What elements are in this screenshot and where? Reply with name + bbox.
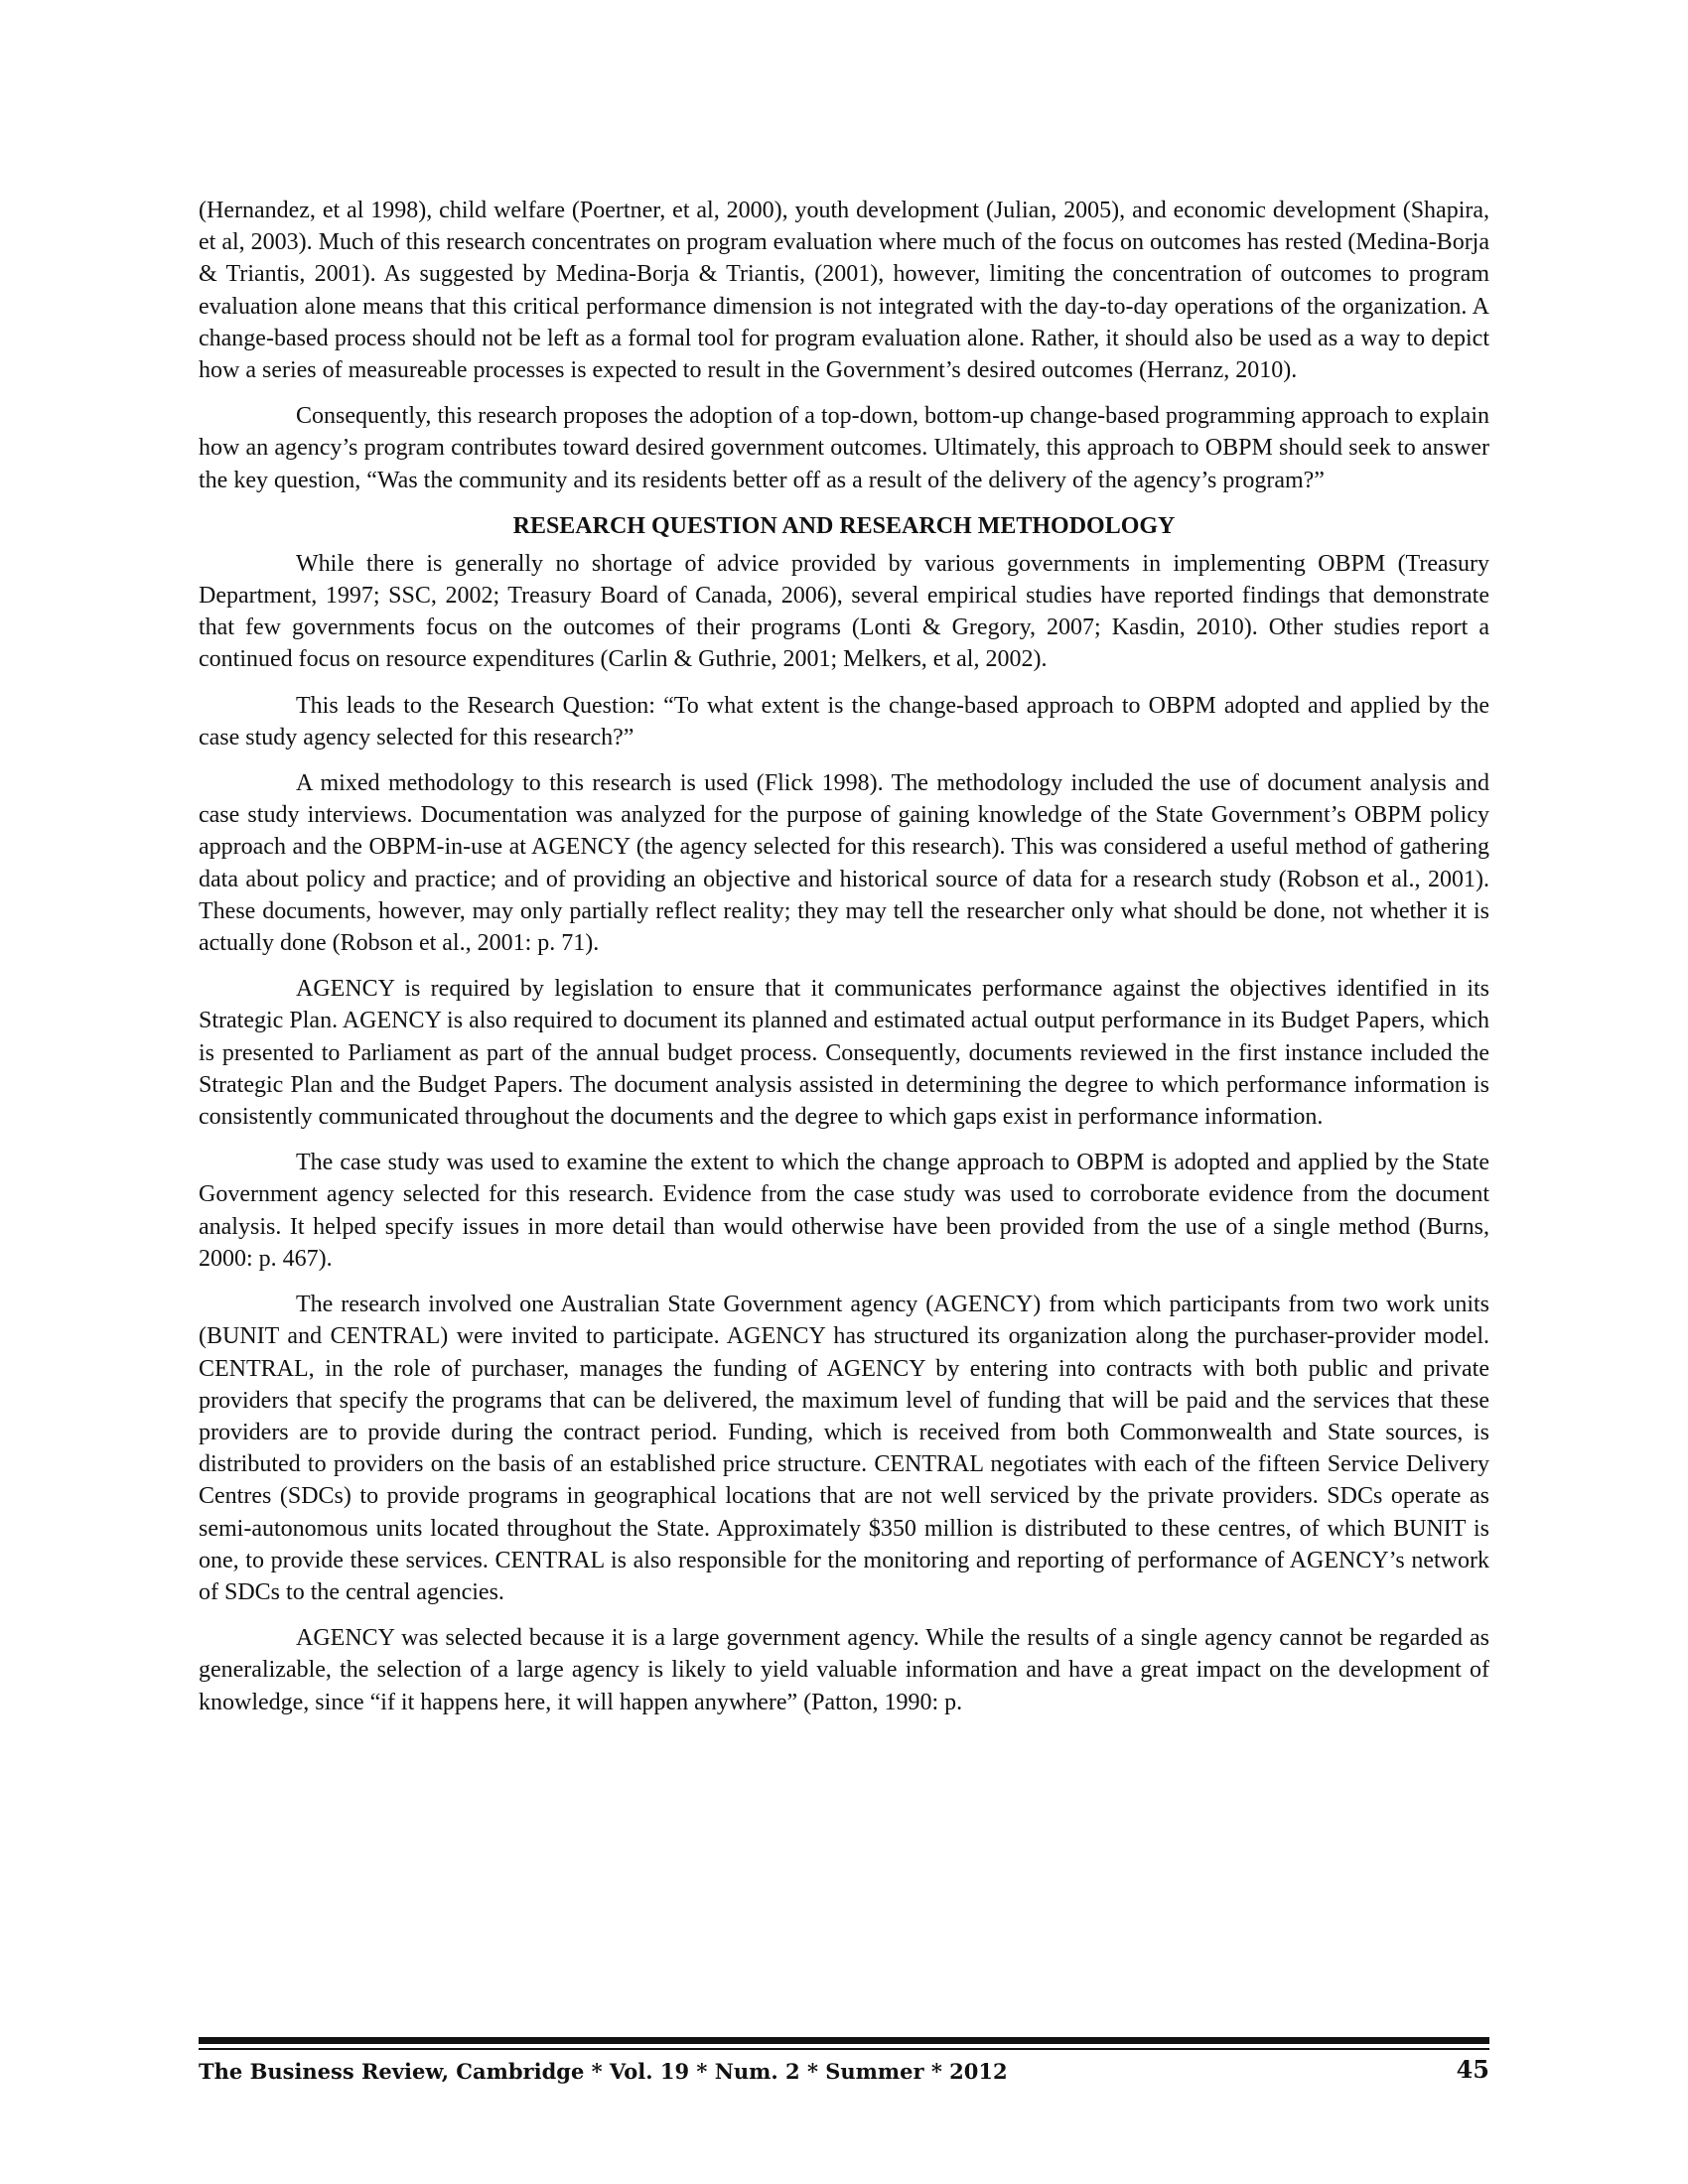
section-paragraph: The research involved one Australian State Government agency (AGENCY) from which participants from two work units (BUNIT and CENTRAL) were invited to participate. AGENCY has structured its organization along the purchaser-provider model. CENTRAL, in the role of purchaser, manages the funding of AGENCY by entering into contracts with both public and private providers that specify the programs that can be delivered, the maximum level of funding that will be paid and the services that these providers are to provide during the contract period. Funding, which is received from both Commonwealth and State sources, is distributed to providers on the basis of an established price structure. CENTRAL negotiates with each of the fifteen Service Delivery Centres (SDCs) to provide programs in geographical locations that are not well serviced by the private providers. SDCs operate as semi-autonomous units located throughout the State. Approximately $350 million is distributed to these centres, of which BUNIT is one, to provide these services. CENTRAL is also responsible for the monitoring and reporting of performance of AGENCY’s network of SDCs to the central agencies. — [199, 1292, 1489, 1605]
section-paragraph: AGENCY was selected because it is a large government agency. While the results of a single agency cannot be regarded as generalizable, the selection of a large agency is likely to yield valuable information and have a great impact on the development of knowledge, since “if it happens here, it will happen anywhere” (Patton, 1990: p. — [199, 1625, 1489, 1715]
section-paragraph: This leads to the Research Question: “To what extent is the change-based approach to OBPM adopted and applied by the case study agency selected for this research?” — [199, 692, 1489, 751]
footer-rule-thick — [199, 2037, 1489, 2044]
page-number: 45 — [1456, 2055, 1489, 2084]
section-paragraph: A mixed methodology to this research is used (Flick 1998). The methodology included the use of document analysis and case study interviews. Documentation was analyzed for the purpose of gaining knowledge of the State Government’s OBPM policy approach and the OBPM-in-use at AGENCY (the agency selected for this research). This was considered a useful method of gathering data about policy and practice; and of providing an objective and historical source of data for a research study (Robson et al., 2001). These documents, however, may only partially reflect reality; they may tell the researcher only what should be done, not whether it is actually done (Robson et al., 2001: p. 71). — [199, 770, 1489, 957]
section-paragraph: While there is generally no shortage of advice provided by various governments in implementing OBPM (Treasury Department, 1997; SSC, 2002; Treasury Board of Canada, 2006), several empirical studies have reported findings that demonstrate that few governments focus on the outcomes of their programs (Lonti & Gregory, 2007; Kasdin, 2010). Other studies report a continued focus on resource expenditures (Carlin & Guthrie, 2001; Melkers, et al, 2002). — [199, 550, 1489, 673]
section-heading: RESEARCH QUESTION AND RESEARCH METHODOLOGY — [512, 512, 1176, 539]
footer-rule-thin — [199, 2048, 1489, 2050]
page-body — [199, 195, 1489, 1732]
body-paragraph-continued: (Hernandez, et al 1998), child welfare (Poertner, et al, 2000), youth development (Julian, 2005), and economic development (Shapira, et al, 2003). Much of this research concentrates on program evaluation where much of the focus on outcomes has rested (Medina-Borja & Triantis, 2001). As suggested by Medina-Borja & Triantis, (2001), however, limiting the concentration of outcomes to program evaluation alone means that this critical performance dimension is not integrated with the day-to-day operations of the organization. A change-based process should not be left as a formal tool for program evaluation alone. Rather, it should also be used as a way to depict how a series of measureable processes is expected to result in the Government’s desired outcomes (Herranz, 2010). — [199, 198, 1489, 384]
section-paragraph: The case study was used to examine the extent to which the change approach to OBPM is adopted and applied by the State Government agency selected for this research. Evidence from the case study was used to corroborate evidence from the document analysis. It helped specify issues in more detail than would otherwise have been provided from the use of a single method (Burns, 2000: p. 467). — [199, 1150, 1489, 1272]
section-paragraph: AGENCY is required by legislation to ensure that it communicates performance against the objectives identified in its Strategic Plan. AGENCY is also required to document its planned and estimated actual output performance in its Budget Papers, which is presented to Parliament as part of the annual budget process. Consequently, documents reviewed in the first instance included the Strategic Plan and the Budget Papers. The document analysis assisted in determining the degree to which performance information is consistently communicated throughout the documents and the degree to which gaps exist in performance information. — [199, 976, 1489, 1131]
footer-journal-citation: The Business Review, Cambridge * Vol. 19 * Num. 2 * Summer * 2012 — [199, 2059, 1008, 2084]
body-paragraph: Consequently, this research proposes the adoption of a top-down, bottom-up change-based programming approach to explain how an agency’s program contributes toward desired government outcomes. Ultimately, this approach to OBPM should seek to answer the key question, “Was the community and its residents better off as a result of the delivery of the agency’s program?” — [199, 403, 1489, 493]
